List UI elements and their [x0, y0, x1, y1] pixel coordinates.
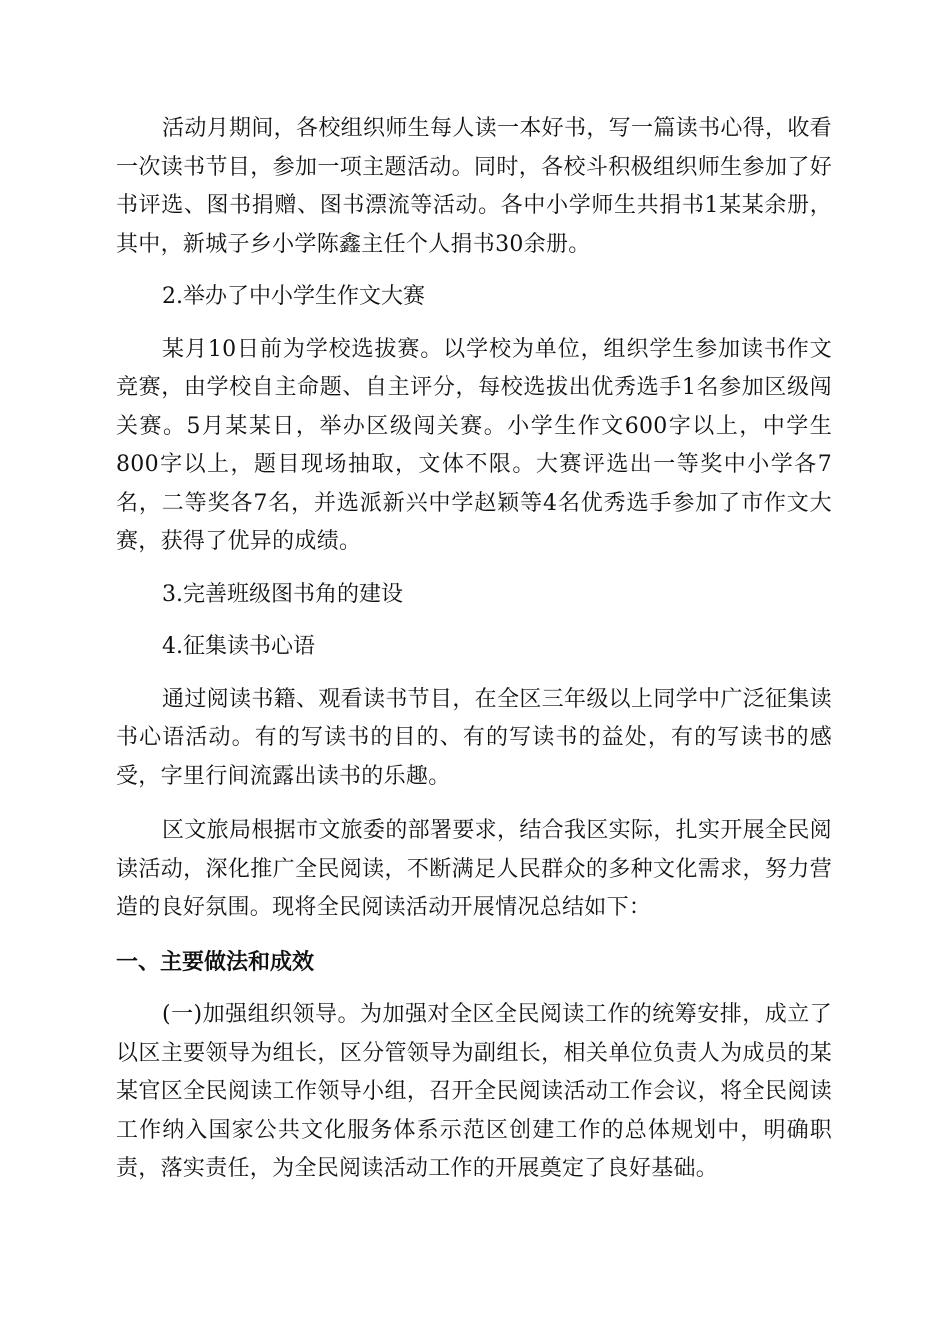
document-page: [116, 110, 832, 1189]
subheading-reading-quotes: 4.征集读书心语: [162, 634, 315, 659]
paragraph-activity-month: 活动月期间，各校组织师生每人读一本好书，写一篇读书心得，收看一次读书节目，参加一项主题活动。同时，各校斗积极组织师生参加了好书评选、图书捐赠、图书漂流等活动。各中小学师生共捐书1某某余册，其中，新城子乡小学陈鑫主任个人捐书30余册。: [116, 116, 832, 257]
section-heading-main-practices: 一、主要做法和成效: [116, 949, 315, 975]
subheading-essay-contest: 2.举办了中小学生作文大赛: [162, 284, 425, 309]
subheading-class-library: 3.完善班级图书角的建设: [162, 581, 403, 607]
paragraph-organization-leadership: (一)加强组织领导。为加强对全区全民阅读工作的统筹安排，成立了以区主要领导为组长，区分管领导为副组长，相关单位负责人为成员的某某官区全民阅读工作领导小组，召开全民阅读活动工作会议，将全民阅读工作纳入国家公共文化服务体系示范区创建工作的总体规划中，明确职责，落实责任，为全民阅读活动工作的开展奠定了良好基础。: [116, 1002, 832, 1181]
paragraph-summary-intro: 区文旅局根据市文旅委的部署要求，结合我区实际，扎实开展全民阅读活动，深化推广全民阅读，不断满足人民群众的多种文化需求，努力营造的良好氛围。现将全民阅读活动开展情况总结如下：: [116, 818, 832, 920]
paragraph-reading-quotes: 通过阅读书籍、观看读书节目，在全区三年级以上同学中广泛征集读书心语活动。有的写读书的目的、有的写读书的益处，有的写读书的感受，字里行间流露出读书的乐趣。: [116, 686, 832, 789]
paragraph-essay-contest: 某月10日前为学校选拔赛。以学校为单位，组织学生参加读书作文竞赛，由学校自主命题、自主评分，每校选拔出优秀选手1名参加区级闯关赛。5月某某日，举办区级闯关赛。小学生作文600字以上，中学生800字以上，题目现场抽取，文体不限。大赛评选出一等奖中小学各7名，二等奖各7名，并选派新兴中学赵颖等4名优秀选手参加了市作文大赛，获得了优异的成绩。: [116, 336, 832, 554]
